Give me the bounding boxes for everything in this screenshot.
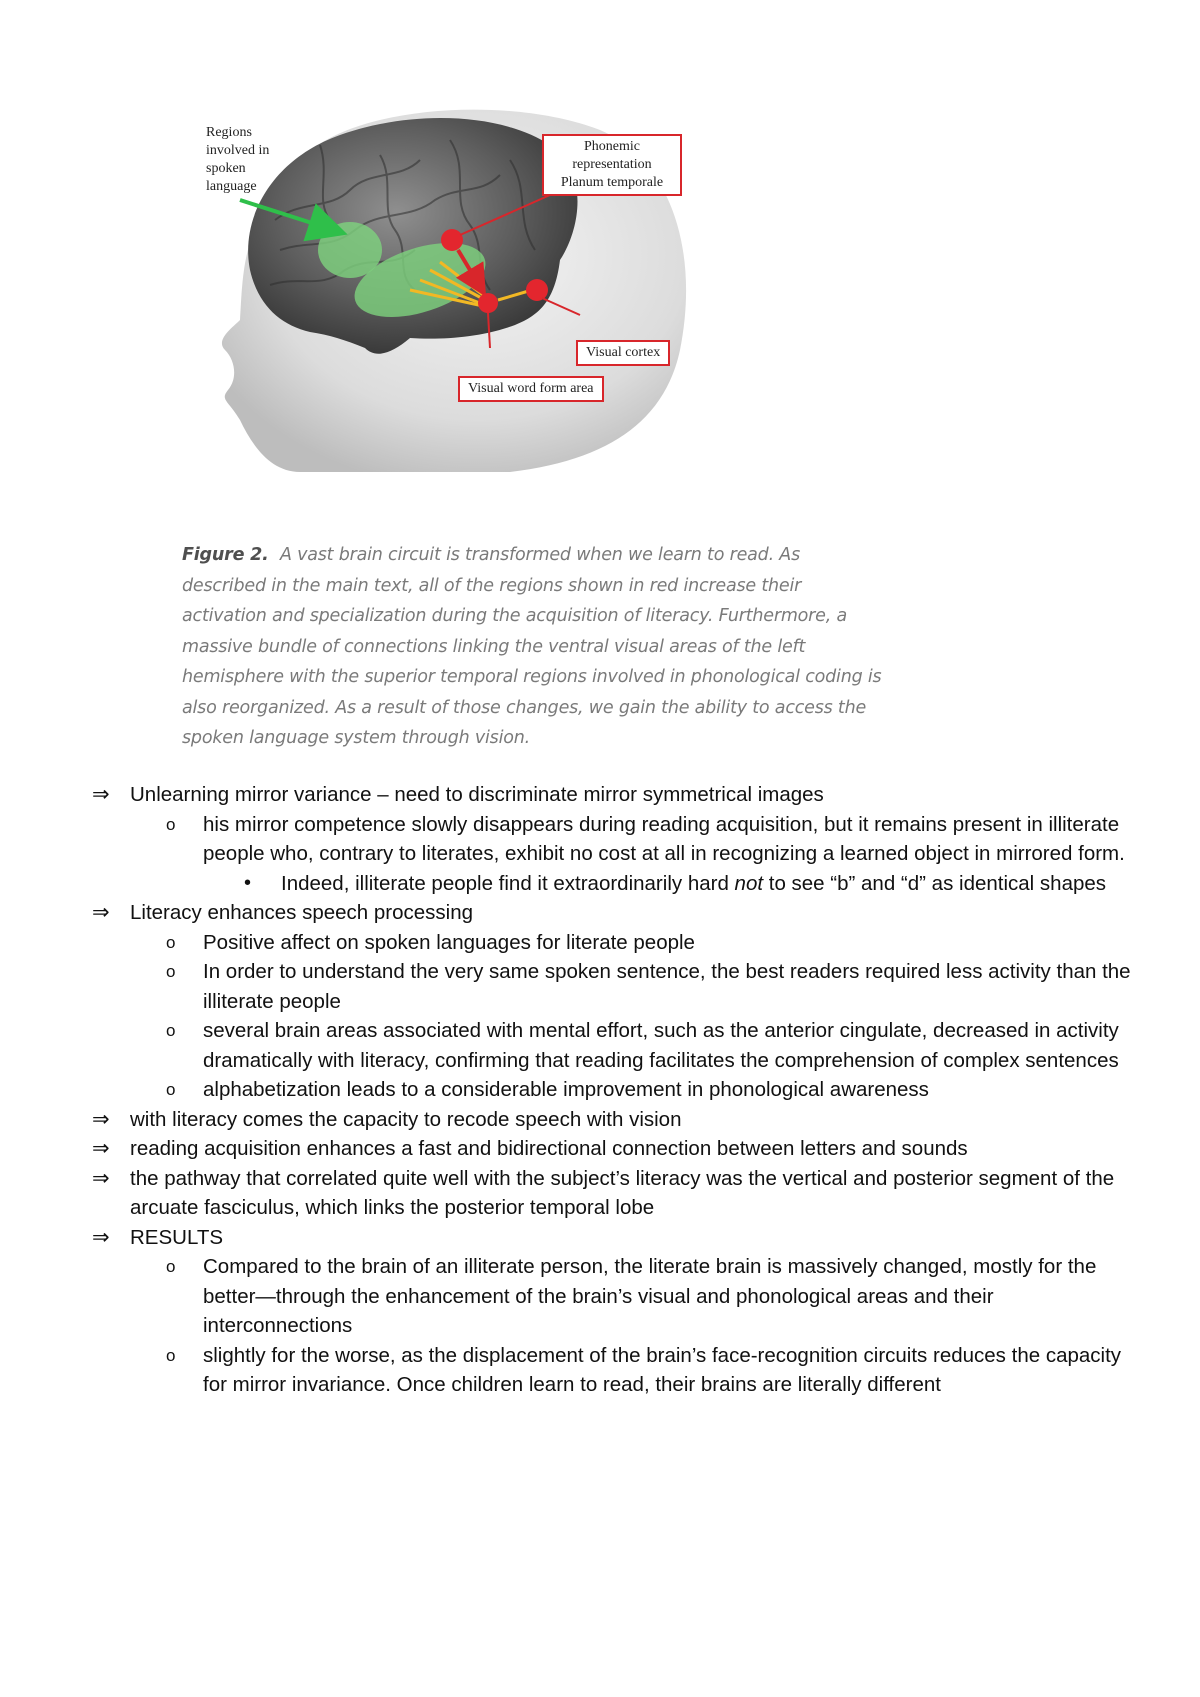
red-dot-visual-cortex [526, 279, 548, 301]
list-item: o Compared to the brain of an illiterate person, the literate brain is massively changed, mostly for the better—through the enhancement of the brain’s visual and phonological areas and their interconnections [0, 1252, 1138, 1341]
caption-text: A vast brain circuit is transformed when we learn to read. As described in the main text, all of the regions shown in red increase their activation and specialization during the acquisition of literacy. Furthermore, a massive bundle of connections linking the ventral visual areas of the left hemisphere with the superior temporal regions involved in phonological coding is also reorganized. As a result of those changes, we gain the ability to access the spoken language system through vision. [182, 545, 882, 748]
list-item: ⇒ reading acquisition enhances a fast and bidirectional connection between letters and sounds [0, 1134, 1200, 1164]
list-item: o Positive affect on spoken languages for literate people [0, 928, 1138, 958]
list-item: o his mirror competence slowly disappears during reading acquisition, but it remains present in illiterate people who, contrary to literates, exhibit no cost at all in recognizing a learned object in mirrored form. [0, 810, 1138, 869]
notes-list [0, 780, 1200, 1400]
list-item: ⇒ RESULTS [0, 1223, 1200, 1253]
circle-bullet-icon: o [166, 1257, 176, 1276]
list-item: • Indeed, illiterate people find it extraordinarily hard not to see “b” and “d” as identical shapes [0, 869, 1200, 899]
label-phonemic: Phonemic representation Planum temporale [542, 134, 682, 196]
circle-bullet-icon: o [166, 962, 176, 981]
brain-figure [180, 100, 740, 500]
list-item: o slightly for the worse, as the displacement of the brain’s face-recognition circuits reduces the capacity for mirror invariance. Once children learn to read, their brains are literally different [0, 1341, 1138, 1400]
circle-bullet-icon: o [166, 1021, 176, 1040]
arrow-bullet-icon: ⇒ [92, 783, 110, 806]
circle-bullet-icon: o [166, 932, 176, 952]
list-item: ⇒ with literacy comes the capacity to recode speech with vision [0, 1105, 1200, 1135]
list-item: o In order to understand the very same spoken sentence, the best readers required less activity than the illiterate people [0, 957, 1138, 1016]
arrow-bullet-icon: ⇒ [92, 1107, 110, 1131]
arrow-bullet-icon: ⇒ [92, 1166, 110, 1190]
arrow-bullet-icon: ⇒ [92, 901, 110, 924]
caption-figure-number: Figure 2. [182, 545, 269, 565]
list-item: ⇒ Literacy enhances speech processing [0, 898, 1200, 928]
list-item: o several brain areas associated with mental effort, such as the anterior cingulate, decreased in activity dramatically with literacy, confirming that reading facilitates the comprehension of complex sentences [0, 1016, 1138, 1075]
figure-caption [182, 540, 882, 754]
label-vwfa: Visual word form area [458, 376, 604, 402]
label-spoken-language: Regions involved in spoken language [206, 125, 270, 194]
circle-bullet-icon: o [166, 1345, 176, 1365]
red-dot-planum [441, 229, 463, 251]
list-item: ⇒ the pathway that correlated quite well with the subject’s literacy was the vertical and posterior segment of the arcuate fasciculus, which links the posterior temporal lobe [0, 1164, 1200, 1223]
circle-bullet-icon: o [166, 1080, 176, 1099]
arrow-bullet-icon: ⇒ [92, 1225, 110, 1249]
red-dot-vwfa [478, 293, 498, 313]
arrow-bullet-icon: ⇒ [92, 1137, 110, 1160]
dot-bullet-icon: • [244, 871, 252, 894]
list-item: ⇒ Unlearning mirror variance – need to discriminate mirror symmetrical images [0, 780, 1200, 810]
circle-bullet-icon: o [166, 814, 176, 834]
label-visual-cortex: Visual cortex [576, 340, 670, 366]
list-item: o alphabetization leads to a considerable improvement in phonological awareness [0, 1075, 1138, 1105]
